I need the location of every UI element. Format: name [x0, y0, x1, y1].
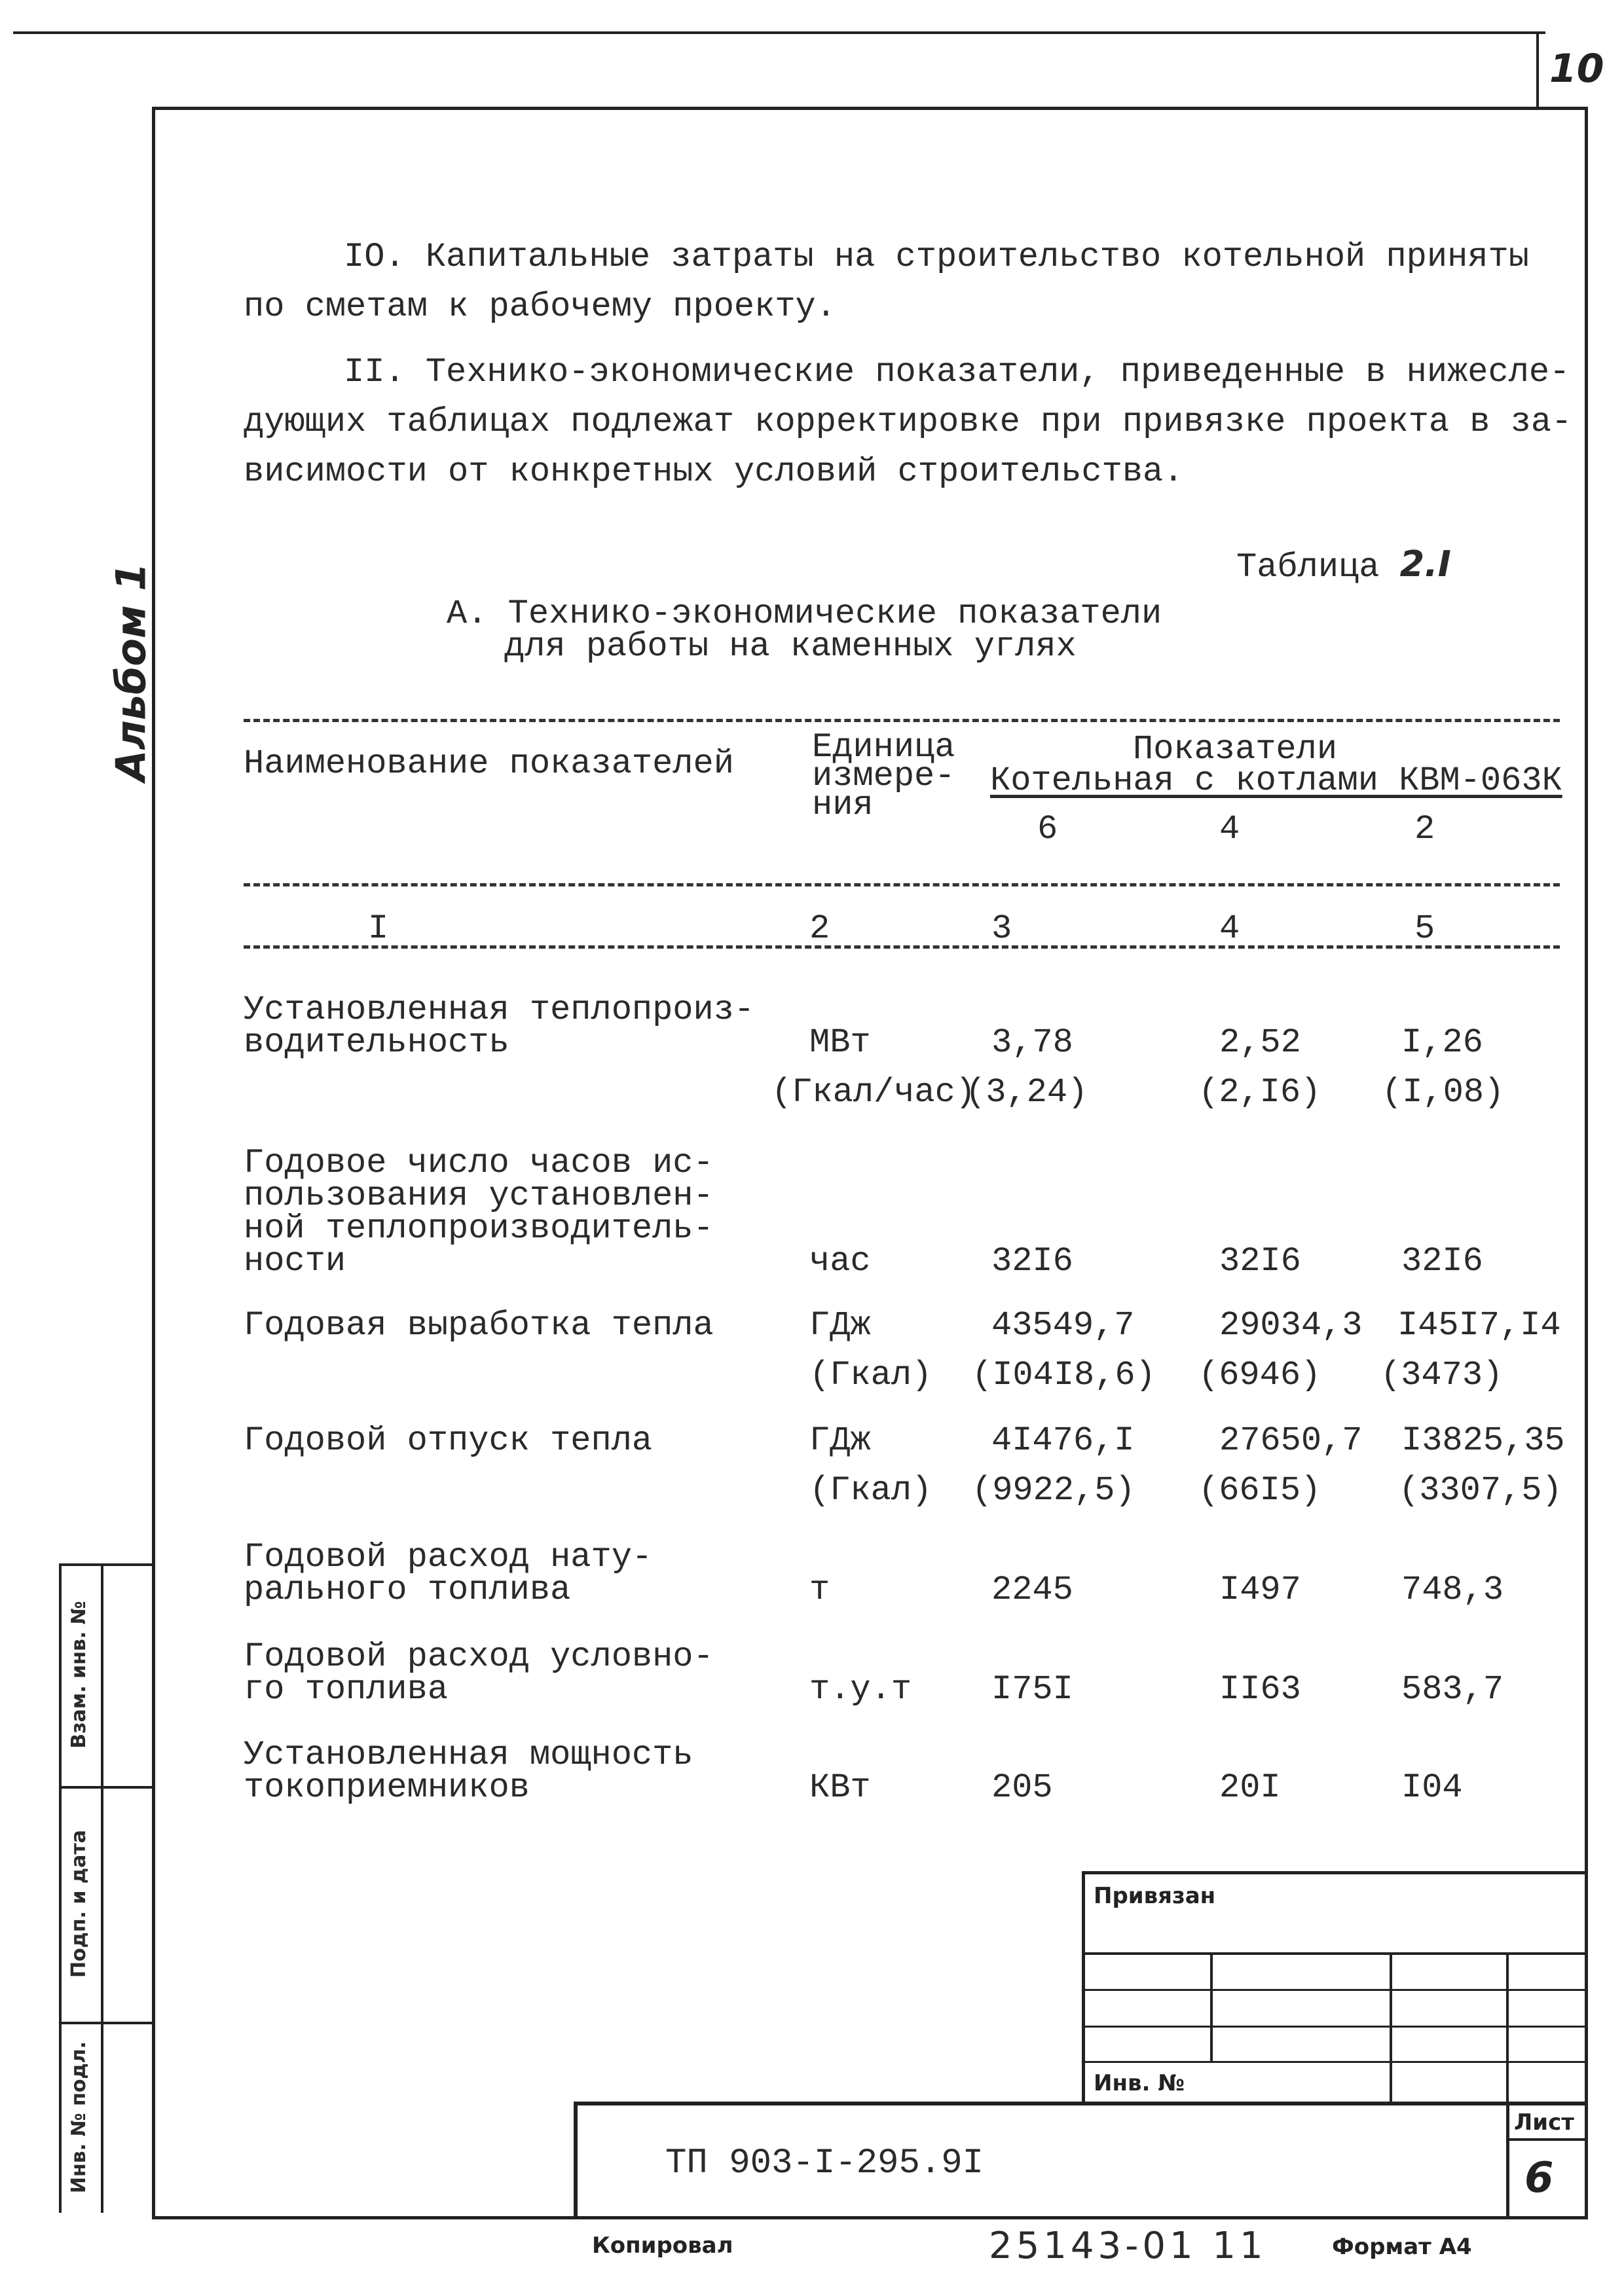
row-value-3: (3307,5): [1399, 1471, 1562, 1510]
col-number-1: I: [368, 909, 389, 948]
row-unit: (Гкал): [809, 1471, 932, 1510]
header-col1: Наименование показателей: [244, 744, 734, 783]
row-value-2: 29034,3: [1219, 1306, 1363, 1345]
row-name-line: Годовой отпуск тепла: [244, 1421, 653, 1460]
doc-code: ТП 903-I-295.9I: [665, 2143, 984, 2183]
paragraph-10-line2: по сметам к рабочему проекту.: [244, 287, 836, 326]
col-number-4: 4: [1219, 909, 1240, 948]
title-block: [574, 2102, 1585, 2216]
row-value-3: I,26: [1401, 1023, 1483, 1062]
row-unit: ГДж: [809, 1421, 871, 1460]
row-name-line: Установленная мощность: [244, 1736, 693, 1774]
row-value-1: 43549,7: [991, 1306, 1135, 1345]
row-name-line: ности: [244, 1242, 346, 1281]
row-name-line: Годовое число часов ис-: [244, 1144, 714, 1182]
row-unit: т.у.т: [809, 1670, 912, 1709]
row-value-1: 4I476,I: [991, 1421, 1135, 1460]
inv-podl-label: Инв. № подл.: [67, 2041, 90, 2194]
row-name-line: пользования установлен-: [244, 1176, 714, 1215]
col-number-3: 3: [991, 909, 1012, 948]
row-value-3: 748,3: [1401, 1571, 1504, 1609]
table-title-line1: А. Технико-экономические показатели: [447, 594, 1162, 633]
row-unit: час: [809, 1242, 871, 1281]
row-unit: ГДж: [809, 1306, 871, 1345]
row-unit: (Гкал/час): [771, 1073, 976, 1112]
row-value-2: (6946): [1198, 1356, 1321, 1394]
row-value-3: I04: [1401, 1768, 1463, 1807]
top-rule: [13, 31, 1545, 34]
row-value-1: 32I6: [991, 1242, 1073, 1281]
row-name-line: Годовой расход нату-: [244, 1538, 653, 1576]
row-value-1: I75I: [991, 1670, 1073, 1709]
row-name-line: водительность: [244, 1023, 509, 1062]
col-number-5: 5: [1414, 909, 1435, 948]
row-value-1: 205: [991, 1768, 1053, 1807]
row-value-1: (3,24): [965, 1073, 1088, 1112]
footer-kopiroval: Копировал: [592, 2232, 733, 2259]
inv-no-label: Инв. №: [1094, 2070, 1185, 2096]
footer-format: Формат А4: [1332, 2234, 1472, 2260]
header-unit-line2: измере-: [812, 757, 955, 795]
row-value-3: I45I7,I4: [1397, 1306, 1561, 1345]
row-unit: КВт: [809, 1768, 871, 1807]
row-value-2: (2,I6): [1198, 1073, 1321, 1112]
header-group: Показатели: [1133, 730, 1338, 769]
row-value-3: I3825,35: [1401, 1421, 1565, 1460]
row-value-2: I497: [1219, 1571, 1301, 1609]
header-unit-line1: Единица: [812, 728, 955, 767]
row-value-3: (3473): [1380, 1356, 1504, 1394]
album-label: Альбом 1: [107, 562, 155, 782]
table-top-rule: [244, 719, 1560, 722]
row-name-line: ной теплопроизводитель-: [244, 1209, 714, 1248]
table-label-word: Таблица: [1236, 548, 1380, 587]
row-unit: (Гкал): [809, 1356, 932, 1394]
privyazan-stamp: [1082, 1871, 1585, 2102]
row-name-line: рального топлива: [244, 1571, 571, 1609]
paragraph-11-line3: висимости от конкретных условий строительства.: [244, 452, 1184, 491]
row-name-line: Годовой расход условно-: [244, 1637, 714, 1676]
row-unit: МВт: [809, 1023, 871, 1062]
row-name-line: го топлива: [244, 1670, 449, 1709]
row-value-3: 32I6: [1401, 1242, 1483, 1281]
paragraph-11-line2: дующих таблицах подлежат корректировке при привязке проекта в за-: [244, 403, 1572, 441]
side-stamp: [59, 1563, 152, 2213]
header-unit-line3: ния: [812, 786, 874, 824]
row-value-2: 27650,7: [1219, 1421, 1363, 1460]
table-label: [1236, 543, 1451, 587]
header-count-1: 6: [1037, 810, 1058, 848]
row-value-2: 2,52: [1219, 1023, 1301, 1062]
header-boiler-label: Котельная с котлами КВМ-063К: [990, 761, 1562, 800]
paragraph-11-line1: II. Технико-экономические показатели, приведенные в нижесле-: [344, 353, 1570, 392]
row-value-3: 583,7: [1401, 1670, 1504, 1709]
footer-code: 25143-01 11: [989, 2225, 1267, 2267]
table-header-bottom-rule: [244, 883, 1560, 886]
row-name-line: Установленная теплопроиз-: [244, 991, 755, 1029]
table-label-number: 2.I: [1399, 543, 1451, 585]
sheet-label: Лист: [1514, 2109, 1574, 2136]
row-value-1: (I04I8,6): [972, 1356, 1156, 1394]
row-value-3: (I,08): [1382, 1073, 1505, 1112]
table-numbers-rule: [244, 945, 1560, 949]
row-value-1: 2245: [991, 1571, 1073, 1609]
sheet-number: 6: [1524, 2154, 1554, 2202]
page-number-box-left: [1536, 31, 1539, 107]
row-value-1: 3,78: [991, 1023, 1073, 1062]
row-name-line: токоприемников: [244, 1768, 530, 1807]
row-unit: т: [809, 1571, 830, 1609]
row-value-2: II63: [1219, 1670, 1301, 1709]
paragraph-10-line1: IO. Капитальные затраты на строительство котельной приняты: [344, 238, 1529, 276]
header-count-2: 4: [1219, 810, 1240, 848]
vzam-inv-label: Взам. инв. №: [67, 1601, 90, 1749]
page-number: 10: [1549, 46, 1604, 92]
header-count-3: 2: [1414, 810, 1435, 848]
privyazan-label: Привязан: [1094, 1883, 1216, 1909]
col-number-2: 2: [809, 909, 830, 948]
table-title-line2: для работы на каменных углях: [504, 627, 1077, 666]
row-value-2: (66I5): [1198, 1471, 1321, 1510]
row-value-2: 20I: [1219, 1768, 1281, 1807]
row-value-1: (9922,5): [972, 1471, 1135, 1510]
podp-data-label: Подп. и дата: [67, 1829, 90, 1978]
row-name-line: Годовая выработка тепла: [244, 1306, 714, 1345]
row-value-2: 32I6: [1219, 1242, 1301, 1281]
